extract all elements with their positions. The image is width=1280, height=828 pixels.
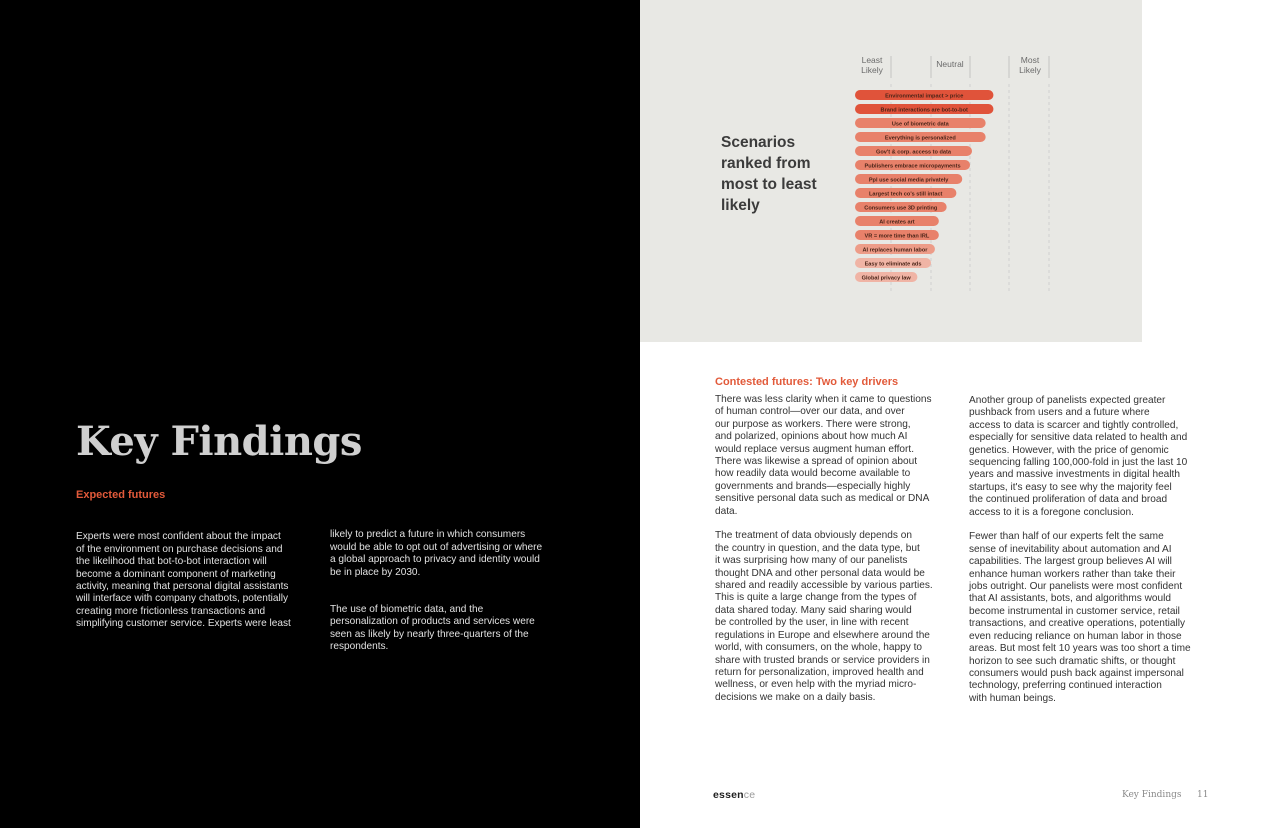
left-column-2 bbox=[330, 517, 576, 678]
section-heading-contested: Contested futures: Two key drivers bbox=[715, 376, 899, 388]
section-heading-expected: Expected futures bbox=[76, 489, 166, 501]
bar-label: AI creates art bbox=[879, 219, 915, 226]
scale-label: Neutral bbox=[936, 59, 964, 69]
bar-label: Publishers embrace micropayments bbox=[864, 163, 961, 170]
bar-label: Global privacy law bbox=[861, 275, 911, 282]
left-col1-paragraph: Experts were most confident about the impact of the environment on purchase decisions and the likelihood that bot-to-bot interaction will become a dominant component of marketing activity, meaning that personal digital assistants will interface with company chatbots, potentially creating more frictionless transactions and simplifying customer service. Experts were least bbox=[76, 531, 291, 630]
right-col1-paragraph-1: There was less clarity when it came to questions of human control—over our data, and over our purpose as workers. There were strong, and polarized, opinions about how much AI would replace versus augment human effort. There was likewise a spread of opinion about how readily data would become available to governments and brands—especially highly sensitive personal data such as medical or DNA data. bbox=[715, 394, 932, 517]
bar-label: Ppl use social media privately bbox=[868, 177, 949, 184]
bar-label: Easy to eliminate ads bbox=[864, 261, 922, 268]
scale-label: Least Likely bbox=[861, 55, 883, 75]
bar-label: Largest tech co's still intact bbox=[868, 191, 943, 198]
scale-label: Most Likely bbox=[1019, 55, 1041, 75]
chart-panel bbox=[640, 0, 1142, 342]
right-col2-paragraph-1: Another group of panelists expected greater pushback from users and a future where access to data is scarcer and tightly controlled, especially for sensitive data related to health and genetics. However, with the price of genomic sequencing falling 100,000-fold in just the last 10 years and massive investments in digital health startups, it's easy to see why the majority feel the continued proliferation of data and broad access to it is a foregone conclusion. bbox=[969, 395, 1188, 518]
bar-label: Use of biometric data bbox=[891, 121, 949, 128]
left-column-1 bbox=[76, 519, 322, 655]
chart-title: Scenarios ranked from most to least likely bbox=[721, 134, 817, 214]
right-col1-paragraph-2: The treatment of data obviously depends on the country in question, and the data type, but it was surprising how many of our panelists thought DNA and other personal data would be shared and readily accessible by various parties. This is quite a large change from the types of data shared today. Many said sharing would be controlled by the user, in line with recent regulations in Europe and elsewhere around the world, with consumers, on the whole, happy to share with trusted brands or service providers in return for personalization, improved health and wellness, or even help with the myriad micro- decisions we make on a daily basis. bbox=[715, 530, 933, 703]
page-number: 11 bbox=[1197, 790, 1209, 800]
left-col2-paragraph-2: The use of biometric data, and the personalization of products and services were seen as likely by nearly three-quarters of the respondents. bbox=[330, 603, 535, 653]
left-col2-paragraph-1: likely to predict a future in which consumers would be able to opt out of advertising or where a global approach to privacy and identity would be in place by 2030. bbox=[330, 529, 543, 578]
brand-logo bbox=[713, 789, 755, 801]
bar-label: Brand interactions are bot-to-bot bbox=[880, 107, 968, 114]
footer-section-label: Key Findings bbox=[1122, 790, 1182, 800]
bar-label: Everything is personalized bbox=[884, 135, 956, 142]
bar-label: VR = more time than IRL bbox=[864, 233, 930, 240]
logo-text-main: essen bbox=[713, 789, 744, 801]
bar-label: Consumers use 3D printing bbox=[864, 205, 938, 212]
bar-label: AI replaces human labor bbox=[862, 247, 928, 254]
scenario-ranking-chart bbox=[640, 0, 1142, 342]
right-col2-paragraph-2: Fewer than half of our experts felt the same sense of inevitability about automation and AI capabilities. The largest group believes AI will enhance human workers rather than take their jobs outright. Our panelists were most confident that AI assistants, bots, and algorithms would become instrumental in customer service, retail transactions, and creative operations, potentially even reducing reliance on human labor in those areas. But most felt 10 years was too short a time horizon to see such dramatic shifts, or thought consumers would push back against impersonal technology, preferring continued interaction with human beings. bbox=[969, 531, 1191, 704]
right-column-1 bbox=[715, 394, 955, 717]
bar-label: Gov't & corp. access to data bbox=[875, 149, 952, 156]
page-title: Key Findings bbox=[76, 418, 362, 465]
right-column-2 bbox=[969, 395, 1209, 718]
bar-label: Environmental impact > price bbox=[885, 93, 964, 100]
logo-text-suffix: ce bbox=[743, 789, 756, 801]
